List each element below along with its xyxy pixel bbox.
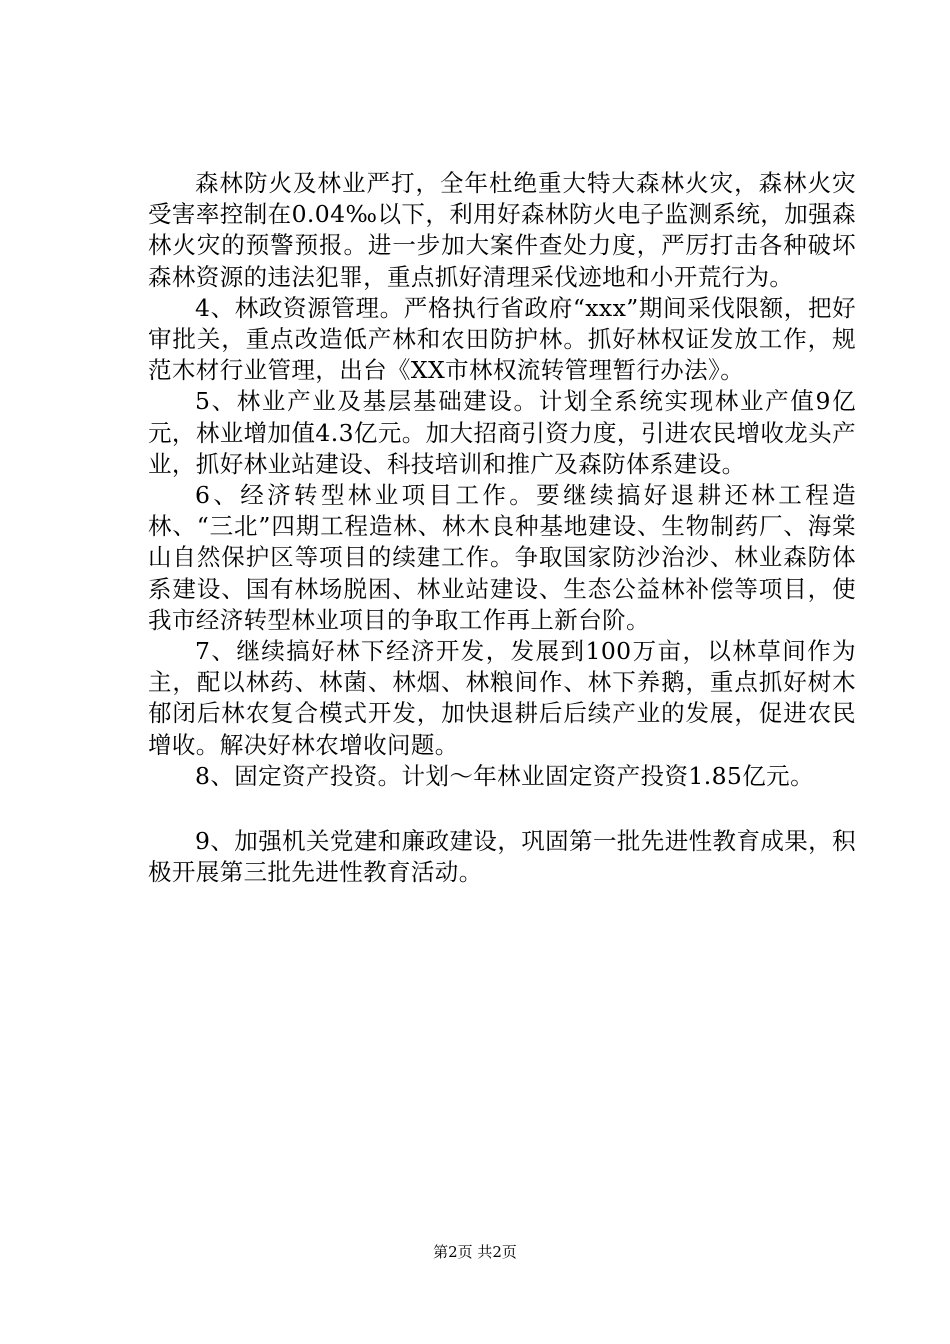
paragraph-item-6: 6、经济转型林业项目工作。要继续搞好退耕还林工程造林、“三北”四期工程造林、林木良种基地建设、生物制药厂、海棠山自然保护区等项目的续建工作。争取国家防沙治沙、林业森防体系建设、国有林场脱困、林业站建设、生态公益林补偿等项目，使我市经济转型林业项目的争取工作再上新台阶。	[148, 481, 856, 634]
document-body	[148, 168, 856, 888]
paragraph-item-5: 5、林业产业及基层基础建设。计划全系统实现林业产值9亿元，林业增加值4.3亿元。加大招商引资力度，引进农民增收龙头产业，抓好林业站建设、科技培训和推广及森防体系建设。	[148, 387, 856, 478]
paragraph-item-8: 8、固定资产投资。计划～年林业固定资产投资1.85亿元。	[195, 761, 814, 790]
page-number-footer: 第2页 共2页	[433, 1243, 517, 1261]
paragraph-item-4: 4、林政资源管理。严格执行省政府“xxx”期间采伐限额，把好审批关，重点改造低产林和农田防护林。抓好林权证发放工作，规范木材行业管理，出台《XX市林权流转管理暂行办法》。	[148, 293, 856, 385]
paragraph-item-7: 7、继续搞好林下经济开发，发展到100万亩，以林草间作为主，配以林药、林菌、林烟、林粮间作、林下养鹅，重点抓好树木郁闭后林农复合模式开发，加快退耕后后续产业的发展，促进农民增收。解决好林农增收问题。	[148, 637, 856, 759]
paragraph-forest-fire: 森林防火及林业严打，全年杜绝重大特大森林火灾，森林火灾受害率控制在0.04‰以下，利用好森林防火电子监测系统，加强森林火灾的预警预报。进一步加大案件查处力度，严厉打击各种破坏森林资源的违法犯罪，重点抓好清理采伐迹地和小开荒行为。	[148, 169, 856, 291]
paragraph-item-9: 9、加强机关党建和廉政建设，巩固第一批先进性教育成果，积极开展第三批先进性教育活动。	[148, 827, 856, 887]
